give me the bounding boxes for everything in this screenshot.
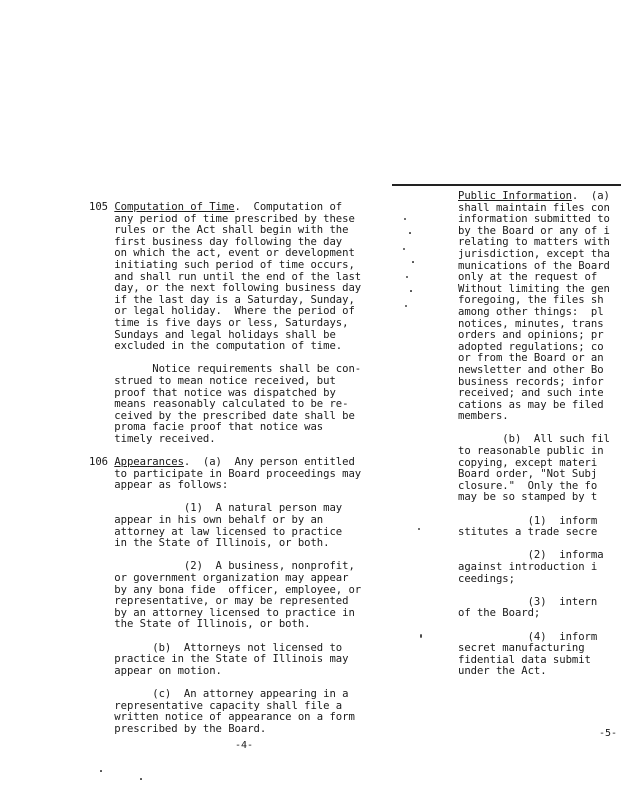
line-text: (1) inform xyxy=(458,514,598,527)
line-text: proma facie proof that notice was xyxy=(89,421,324,434)
line-text: by any bona fide officer, employee, or xyxy=(89,583,362,596)
line-text: (3) intern xyxy=(458,595,598,608)
line-text: . (a) Any person entitled xyxy=(183,456,355,469)
line-text: jurisdiction, except tha xyxy=(458,247,610,260)
line-text: only at the request of xyxy=(458,271,598,284)
line-text: Notice requirements shall be con- xyxy=(89,363,362,376)
line-text: adopted regulations; co xyxy=(458,340,604,353)
line-text: copying, except materi xyxy=(458,456,598,469)
line-text: newsletter and other Bo xyxy=(458,363,604,376)
line-text: Sundays and legal holidays shall be xyxy=(89,328,336,341)
left-page-text xyxy=(89,202,389,735)
section-number: 105 xyxy=(89,201,115,213)
line-text: . Computation of xyxy=(234,201,343,213)
line-text: fidential data submit xyxy=(458,653,591,666)
line-text: munications of the Board xyxy=(458,259,610,272)
text-line xyxy=(458,608,621,620)
line-text: . (a) xyxy=(571,191,610,202)
line-text: excluded in the computation of time. xyxy=(89,340,343,353)
line-text: to participate in Board proceedings may xyxy=(89,467,362,480)
line-text: in the State of Illinois, or both. xyxy=(89,537,330,550)
line-text: attorney at law licensed to practice xyxy=(89,525,343,538)
text-line xyxy=(89,538,389,550)
right-page-number: -5- xyxy=(599,728,618,739)
line-text: against introduction i xyxy=(458,561,598,573)
top-right-rule xyxy=(392,184,621,186)
line-text: initiating such period of time occurs, xyxy=(89,258,355,271)
line-text: prescribed by the Board. xyxy=(89,722,267,735)
text-line xyxy=(89,619,389,631)
line-text: written notice of appearance on a form xyxy=(89,711,355,724)
line-text: appear in his own behalf or by an xyxy=(89,514,324,527)
line-text: ceived by the prescribed date shall be xyxy=(89,409,355,422)
line-text: means reasonably calculated to be re- xyxy=(89,398,349,411)
scan-speck xyxy=(140,778,142,780)
text-line xyxy=(89,666,389,678)
line-text: Board order, "Not Subj xyxy=(458,468,598,481)
section-heading: Appearances xyxy=(114,456,184,469)
line-text: business records; infor xyxy=(458,375,604,388)
line-text: first business day following the day xyxy=(89,235,343,248)
section-number: 106 xyxy=(89,456,115,469)
right-page-text xyxy=(458,191,621,678)
text-line xyxy=(458,666,621,678)
line-text: Without limiting the gen xyxy=(458,282,610,295)
line-text: ceedings; xyxy=(458,572,515,585)
line-text: secret manufacturing xyxy=(458,642,585,655)
line-text: or from the Board or an xyxy=(458,352,604,365)
line-text: (b) Attorneys not licensed to xyxy=(89,641,343,654)
line-text: or government organization may appear xyxy=(89,572,349,584)
scan-speck xyxy=(420,634,422,638)
line-text: foregoing, the files sh xyxy=(458,294,604,307)
line-text: received; and such inte xyxy=(458,387,604,400)
line-text: day, or the next following business day xyxy=(89,282,362,295)
section-heading: Public Information xyxy=(458,191,572,202)
line-text: timely received. xyxy=(89,432,216,445)
line-text: information submitted to xyxy=(458,213,610,226)
line-text: cations as may be filed xyxy=(458,398,604,411)
line-text: among other things: pl xyxy=(458,305,604,318)
line-text: time is five days or less, Saturdays, xyxy=(89,316,349,329)
line-text: notices, minutes, trans xyxy=(458,317,604,330)
line-text: representative, or may be represented xyxy=(89,595,349,608)
line-text: of the Board; xyxy=(458,607,541,620)
line-text: proof that notice was dispatched by xyxy=(89,386,336,399)
line-text: practice in the State of Illinois may xyxy=(89,653,349,666)
line-text: representative capacity shall file a xyxy=(89,699,343,712)
line-text: or legal holiday. Where the period of xyxy=(89,305,355,318)
text-line xyxy=(458,411,621,423)
line-text: by the Board or any of i xyxy=(458,224,610,237)
line-text: and shall run until the end of the last xyxy=(89,270,362,283)
scan-margin-noise xyxy=(400,210,422,320)
line-text: stitutes a trade secre xyxy=(458,526,598,539)
line-text: to reasonable public in xyxy=(458,445,604,458)
line-text: (2) informa xyxy=(458,549,604,562)
line-text: the State of Illinois, or both. xyxy=(89,618,311,631)
text-line xyxy=(89,434,389,446)
line-text: (c) An attorney appearing in a xyxy=(89,687,349,700)
text-line xyxy=(458,574,621,586)
line-text: by an attorney licensed to practice in xyxy=(89,606,355,619)
section-heading: Computation of Time xyxy=(114,201,235,213)
line-text: orders and opinions; pr xyxy=(458,329,604,342)
scan-speck xyxy=(100,770,102,772)
line-text: (b) All such fil xyxy=(458,433,610,446)
line-text: members. xyxy=(458,410,509,423)
line-text: if the last day is a Saturday, Sunday, xyxy=(89,293,355,306)
line-text: closure." Only the fo xyxy=(458,479,598,492)
line-text: (1) A natural person may xyxy=(89,502,343,515)
text-line xyxy=(89,341,389,353)
line-text: may be so stamped by t xyxy=(458,491,598,504)
line-text: strued to mean notice received, but xyxy=(89,374,336,387)
line-text: (4) inform xyxy=(458,630,598,643)
left-page-number: -4- xyxy=(235,740,254,751)
line-text: (2) A business, nonprofit, xyxy=(89,560,355,573)
line-text: appear as follows: xyxy=(89,479,229,492)
text-line xyxy=(458,492,621,504)
line-text: any period of time prescribed by these xyxy=(89,212,355,225)
text-line xyxy=(458,527,621,539)
line-text: rules or the Act shall begin with the xyxy=(89,224,349,237)
line-text: under the Act. xyxy=(458,665,547,678)
line-text: shall maintain files con xyxy=(458,201,610,214)
line-text: on which the act, event or development xyxy=(89,247,355,260)
text-line xyxy=(89,480,389,492)
line-text: appear on motion. xyxy=(89,664,222,677)
line-text: relating to matters with xyxy=(458,236,610,249)
scan-speck xyxy=(418,528,420,530)
text-line xyxy=(89,724,389,736)
